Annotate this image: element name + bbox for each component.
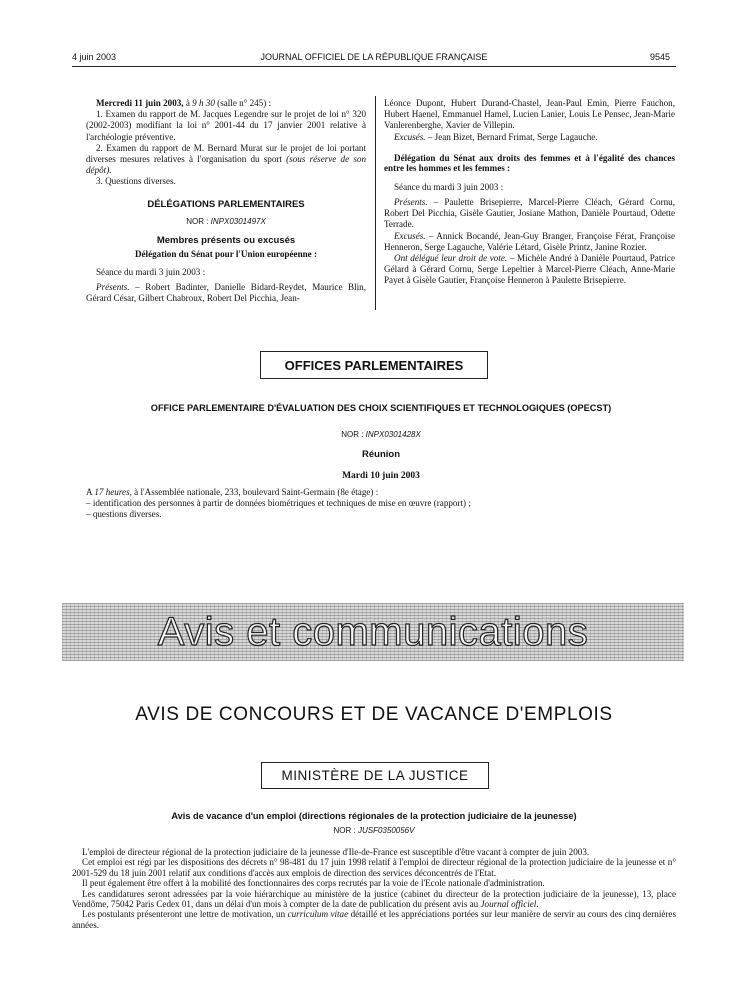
opecst-nor xyxy=(86,430,676,439)
presents-ue-label: Présents. xyxy=(96,281,130,292)
agenda-item-1: 1. Examen du rapport de M. Jacques Legendre sur le projet de loi n° 320 (2002-2003) modifiant la loi n° 2001-44 du 17 janvier 2001 relative à l'archéologie préventive. xyxy=(86,109,366,142)
vacance-nor-code: JUSF0350056V xyxy=(357,826,415,835)
delegations-nor xyxy=(86,216,366,227)
ue-delegation-title: Délégation du Sénat pour l'Union européenne : xyxy=(134,249,318,260)
agenda-item-2-note: (sous réserve de son dépôt). xyxy=(86,154,366,176)
reunion-place: à l'Assemblée nationale, 233, boulevard Saint-Germain (8e étage) : xyxy=(131,487,379,497)
left-column xyxy=(86,98,366,304)
agenda-item-2 xyxy=(86,143,366,177)
excuses-droits xyxy=(384,231,675,253)
right-column xyxy=(384,98,675,287)
journal-officiel-ref: Journal officiel. xyxy=(480,899,539,910)
droits-femmes-title: Délégation du Sénat aux droits des femmes et à l'égalité des chances entre les hommes et les femmes : xyxy=(384,152,675,174)
excuses-ue-text: – Jean Bizet, Bernard Frimat, Serge Lagauche. xyxy=(425,131,598,142)
meeting-room: (salle n° 245) : xyxy=(214,98,272,108)
vacance-nor-label: NOR : xyxy=(333,826,356,835)
delegations-title: DÉLÉGATIONS PARLEMENTAIRES xyxy=(147,198,305,210)
ministere-justice-box xyxy=(261,762,489,789)
offices-parlementaires-title: OFFICES PARLEMENTAIRES xyxy=(284,357,464,373)
delegue-vote xyxy=(384,253,675,287)
reunion-date: Mardi 10 juin 2003 xyxy=(342,471,420,481)
agenda-item-3: 3. Questions diverses. xyxy=(96,176,176,187)
avis-concours-title: AVIS DE CONCOURS ET DE VACANCE D'EMPLOIS xyxy=(135,704,613,725)
meeting-line xyxy=(86,98,366,109)
nor-label: NOR : xyxy=(186,216,209,226)
excuses-droits-text: – Annick Bocandé, Jean-Guy Branger, Françoise Férat, Françoise Henneron, Serge Lagauche, Valérie Létard, Gisèle Printz, Janine Rozier. xyxy=(384,230,675,252)
excuses-ue xyxy=(384,132,675,143)
vacance-body xyxy=(72,847,676,930)
presents-ue xyxy=(86,282,366,304)
vacance-paragraph-5-a: Les postulants présenteront une lettre de motivation, un xyxy=(82,909,286,920)
presents-ue-text: – Robert Badinter, Danielle Bidard-Reydet, Maurice Blin, Gérard César, Gilbert Chabroux, Robert Del Picchia, Jean- xyxy=(86,281,366,303)
meeting-at: à xyxy=(183,98,193,108)
vacance-title: Avis de vacance d'un emploi (directions régionales de la protection judiciaire de la jeunesse) xyxy=(171,811,577,821)
header-page-number: 9545 xyxy=(650,52,671,62)
vacance-paragraph-2: Cet emploi est régi par les dispositions des décrets n° 98-481 du 17 juin 1998 relatif à l'emploi de directeur régional de la protection judiciaire de la jeunesse et n° 2001-529 du 18 juin 2001 relatif aux conditions d'accès aux emplois de direction des services déconcentrés de l'Etat. xyxy=(72,857,676,878)
avis-communications-title: Avis et communications xyxy=(157,609,589,654)
header-rule xyxy=(72,66,676,67)
header-title: JOURNAL OFFICIEL DE LA RÉPUBLIQUE FRANÇAISE xyxy=(260,52,488,62)
vacance-nor xyxy=(72,826,676,835)
presents-ue-continued: Léonce Dupont, Hubert Durand-Chastel, Jean-Paul Emin, Pierre Fauchon, Hubert Haenel, Emmanuel Hamel, Lucien Lanier, Louis Le Pensec, Jean-Marie Vanlerenberghe, Xavier de Villepin. xyxy=(384,98,675,131)
vacance-paragraph-4-text: Les candidatures seront adressées par la voie hiérarchique au ministère de la justice (cabinet du directeur de la protection judiciaire de la jeunesse), 13, place Vendôme, 75042 Paris Cedex 01, dans un délai d'un mois à compter de la date de publication du présent avis au xyxy=(72,888,676,910)
reunion-title: Réunion xyxy=(362,449,400,460)
excuses-ue-label: Excusés. xyxy=(394,131,426,142)
seance-ue: Séance du mardi 3 juin 2003 : xyxy=(96,267,206,278)
meeting-date: Mercredi 11 juin 2003, xyxy=(96,98,184,108)
presents-droits-label: Présents. xyxy=(394,197,428,208)
reunion-hour: 17 heures, xyxy=(94,487,132,497)
agenda-item-2-text: 2. Examen du rapport de M. Bernard Murat sur le projet de loi portant diverses mesures relatives à l'organisation du sport xyxy=(86,142,366,165)
seance-droits: Séance du mardi 3 juin 2003 : xyxy=(394,181,504,192)
header-date: 4 juin 2003 xyxy=(72,52,117,62)
vacance-paragraph-1: L'emploi de directeur régional de la protection judiciaire de la jeunesse d'Ile-de-France est susceptible d'être vacant à compter de juin 2003. xyxy=(82,847,590,857)
reunion-a: A xyxy=(86,487,95,497)
vacance-paragraph-3: Il peut également être offert à la mobilité des fonctionnaires des corps recrutés par la voie de l'Ecole nationale d'administration. xyxy=(82,878,545,889)
offices-parlementaires-box xyxy=(260,351,488,379)
vacance-paragraph-4 xyxy=(72,889,676,910)
members-title: Membres présents ou excusés xyxy=(156,235,296,247)
presents-droits xyxy=(384,197,675,231)
opecst-nor-label: NOR : xyxy=(341,430,364,439)
reunion-item-2: – questions diverses. xyxy=(86,509,162,520)
column-divider xyxy=(375,96,376,310)
reunion-item-1: – identification des personnes à partir de données biométriques et techniques de mise en œuvre (rapport) ; xyxy=(86,498,471,509)
excuses-droits-label: Excusés. xyxy=(394,230,426,241)
delegue-vote-text: – Michèle André à Danièle Pourtaud, Patrice Gélard à Gérard Cornu, Serge Lepeltier à Marcel-Pierre Cléach, Anne-Marie Payet à Gisèle Gautier, Françoise Henneron à Paulette Brisepierre. xyxy=(384,253,675,286)
curriculum-vitae-ref: curriculum vitae xyxy=(287,909,349,920)
ministere-justice-title: MINISTÈRE DE LA JUSTICE xyxy=(281,768,469,783)
nor-code: INPX0301497X xyxy=(210,216,266,226)
opecst-title: OFFICE PARLEMENTAIRE D'ÉVALUATION DES CHOIX SCIENTIFIQUES ET TECHNOLOGIQUES (OPECST) xyxy=(150,403,612,413)
reunion-time-place xyxy=(86,487,676,498)
vacance-paragraph-5-b: détaillé et les appréciations portées sur leur manière de servir au cours des cinq dernières années. xyxy=(72,909,676,930)
reunion-details xyxy=(86,487,676,521)
vacance-paragraph-5 xyxy=(72,909,676,930)
opecst-nor-code: INPX0301428X xyxy=(365,430,421,439)
meeting-time: 9 h 30 xyxy=(192,98,215,108)
delegue-vote-label: Ont délégué leur droit de vote. xyxy=(394,253,508,264)
presents-droits-text: – Paulette Brisepierre, Marcel-Pierre Cléach, Gérard Cornu, Robert Del Picchia, Gisèle Gautier, Josiane Mathon, Danièle Pourtaud, Odette Terrade. xyxy=(384,197,675,230)
avis-communications-banner xyxy=(62,603,684,661)
